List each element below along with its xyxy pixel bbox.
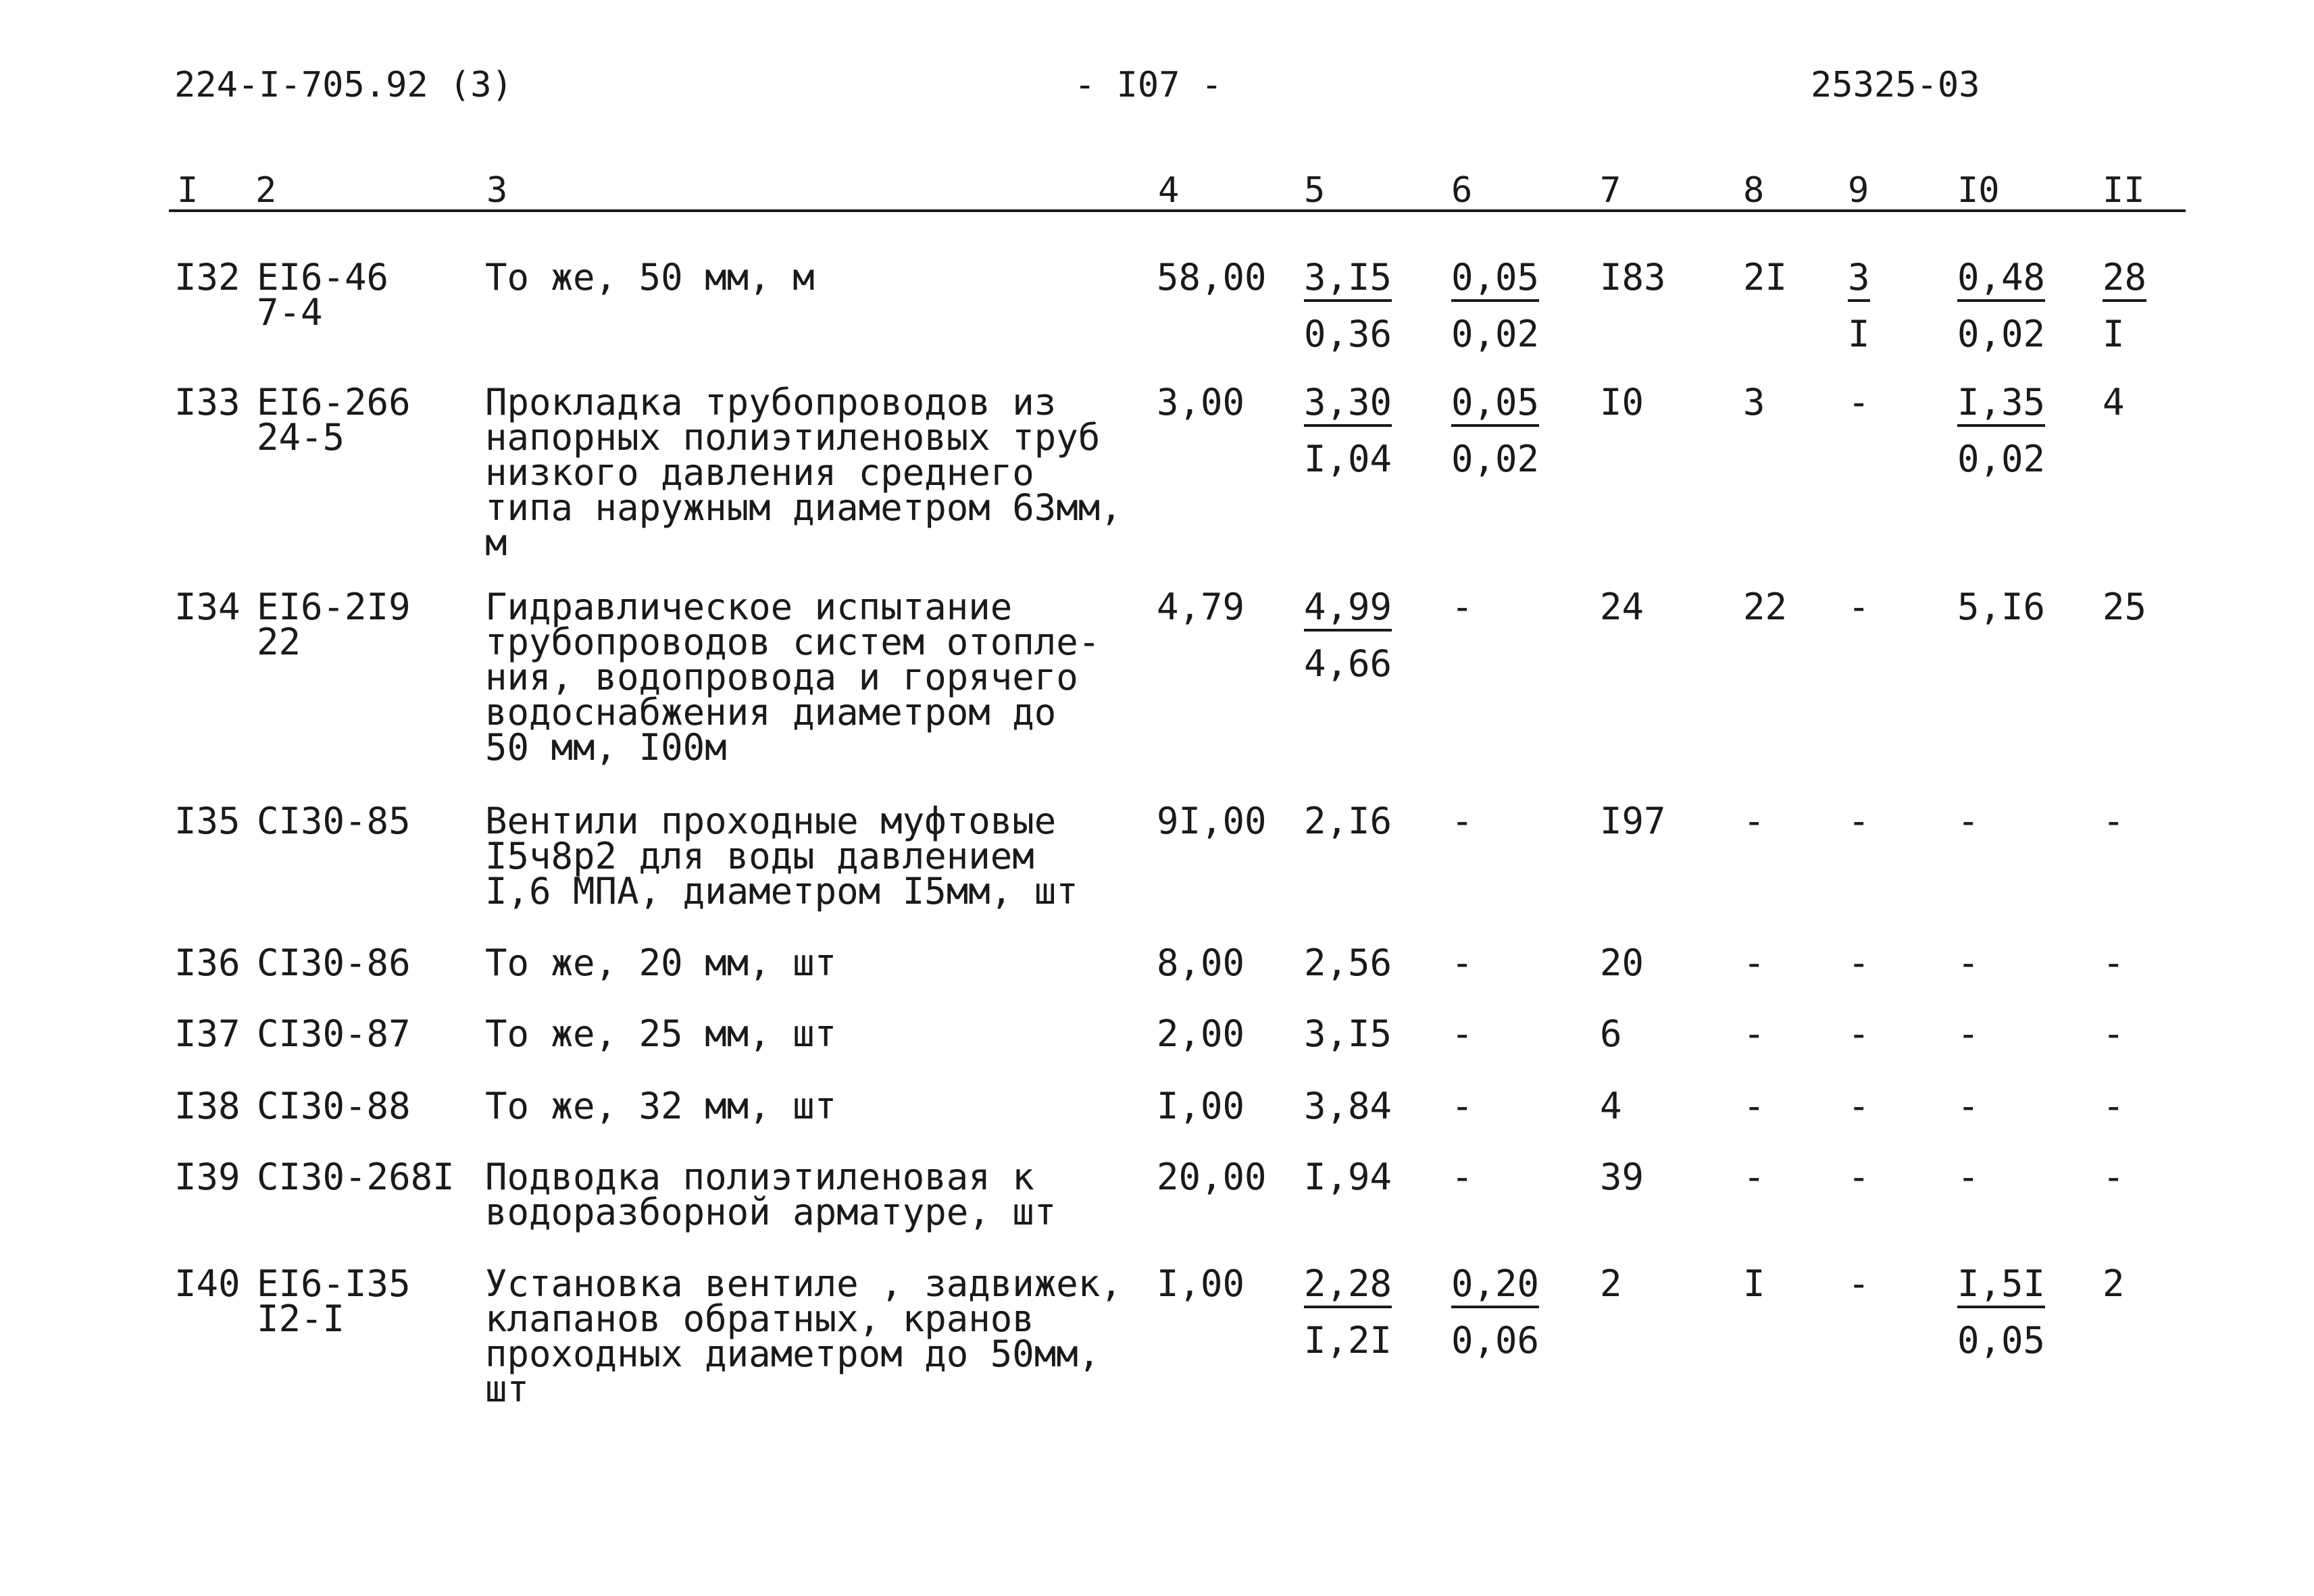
- labor-hours-total: 2: [2103, 1262, 2125, 1305]
- work-description: Подводка полиэтиленовая к водоразборной арматуре, шт: [485, 1156, 1057, 1233]
- machine-cost-fraction: [1451, 1262, 1540, 1362]
- column-header: I: [177, 170, 199, 211]
- unit-cost-denominator: I,2I: [1304, 1319, 1392, 1362]
- work-description: То же, 25 мм, шт: [485, 1012, 837, 1055]
- labor-cost: 22: [1743, 586, 1788, 628]
- work-description: Гидравлическое испытание трубопроводов систем отопле- ния, водопровода и горячего водоснабжения диаметром до 50 мм, I00м: [485, 586, 1101, 769]
- machine-cost-denominator: 0,02: [1451, 313, 1540, 355]
- work-description: Вентили проходные муфтовые I5ч8р2 для воды давлением I,6 МПА, диаметром I5мм, шт: [485, 800, 1078, 912]
- page-number: - I07 -: [1074, 65, 1223, 105]
- labor-hours-total: -: [2103, 942, 2125, 984]
- labor-hours-unit-denominator: 0,05: [1957, 1319, 2046, 1362]
- rate-code: CI30-88: [257, 1085, 411, 1127]
- machine-total: -: [1848, 1085, 1870, 1127]
- machine-total: -: [1848, 1012, 1870, 1055]
- labor-hours-total-denominator: I: [2103, 313, 2125, 355]
- machine-cost-numerator: 0,05: [1451, 385, 1539, 427]
- labor-hours-total: -: [2103, 1085, 2125, 1127]
- unit-cost-numerator: 2,28: [1304, 1266, 1392, 1308]
- column-header: 9: [1848, 170, 1869, 211]
- work-description: То же, 32 мм, шт: [485, 1085, 837, 1127]
- machine-total: -: [1848, 381, 1870, 423]
- rate-code: CI30-85: [257, 800, 411, 842]
- total-cost: 39: [1600, 1156, 1644, 1198]
- unit-cost: 3,I5: [1304, 1012, 1392, 1055]
- total-cost: 6: [1600, 1012, 1622, 1055]
- machine-cost: -: [1451, 942, 1474, 984]
- unit-cost: 2,I6: [1304, 800, 1392, 842]
- unit-cost-fraction: [1304, 256, 1392, 355]
- row-number: I34: [174, 586, 241, 628]
- machine-cost: -: [1451, 1085, 1474, 1127]
- machine-total: -: [1848, 800, 1870, 842]
- labor-hours-unit: 5,I6: [1957, 586, 2046, 628]
- unit-cost-fraction: [1304, 381, 1392, 480]
- machine-cost-numerator: 0,20: [1451, 1266, 1539, 1308]
- machine-total: -: [1848, 1156, 1870, 1198]
- labor-hours-total: -: [2103, 1156, 2125, 1198]
- row-number: I38: [174, 1085, 241, 1127]
- labor-cost: -: [1743, 800, 1765, 842]
- work-description: Прокладка трубопроводов из напорных полиэтиленовых труб низкого давления среднего типа наружным диаметром 63мм, м: [485, 381, 1122, 564]
- column-header: 7: [1600, 170, 1621, 211]
- labor-hours-unit-fraction: [1957, 256, 2046, 355]
- labor-cost: 2I: [1743, 256, 1788, 299]
- quantity: 20,00: [1157, 1156, 1267, 1198]
- unit-cost-denominator: I,04: [1304, 438, 1392, 480]
- machine-cost: -: [1451, 1012, 1474, 1055]
- document-code: 224-I-705.92 (3): [174, 65, 513, 105]
- rate-code: EI6-2I9 22: [257, 586, 411, 663]
- machine-cost: -: [1451, 1156, 1474, 1198]
- total-cost: 2: [1600, 1262, 1622, 1305]
- row-number: I40: [174, 1262, 241, 1305]
- rate-code: CI30-268I: [257, 1156, 455, 1198]
- row-number: I32: [174, 256, 241, 299]
- labor-hours-unit-numerator: 0,48: [1957, 260, 2045, 302]
- row-number: I33: [174, 381, 241, 423]
- quantity: 8,00: [1157, 942, 1245, 984]
- labor-hours-total: 25: [2103, 586, 2147, 628]
- total-cost: 4: [1600, 1085, 1622, 1127]
- quantity: 58,00: [1157, 256, 1267, 299]
- machine-cost-fraction: [1451, 381, 1540, 480]
- machine-cost-denominator: 0,02: [1451, 438, 1540, 480]
- column-header: 2: [255, 170, 277, 211]
- labor-cost: 3: [1743, 381, 1765, 423]
- rate-code: EI6-46 7-4: [257, 256, 389, 334]
- machine-total: -: [1848, 1262, 1870, 1305]
- total-cost: 24: [1600, 586, 1644, 628]
- labor-hours-unit-denominator: 0,02: [1957, 438, 2046, 480]
- labor-hours-unit: -: [1957, 1012, 1980, 1055]
- column-header: I0: [1957, 170, 2000, 211]
- labor-hours-unit-fraction: [1957, 381, 2046, 480]
- total-cost: I83: [1600, 256, 1666, 299]
- row-number: I35: [174, 800, 241, 842]
- rate-code: CI30-87: [257, 1012, 411, 1055]
- labor-hours-unit-denominator: 0,02: [1957, 313, 2046, 355]
- labor-hours-total: 4: [2103, 381, 2125, 423]
- column-header: 3: [486, 170, 508, 211]
- work-description: То же, 20 мм, шт: [485, 942, 837, 984]
- work-description: Установка вентиле , задвижек, клапанов обратных, кранов проходных диаметром до 50мм, шт: [485, 1262, 1122, 1410]
- labor-hours-unit: -: [1957, 942, 1980, 984]
- machine-cost-numerator: 0,05: [1451, 260, 1539, 302]
- labor-cost: -: [1743, 942, 1765, 984]
- labor-cost: -: [1743, 1156, 1765, 1198]
- column-header: 4: [1158, 170, 1180, 211]
- labor-hours-total: -: [2103, 800, 2125, 842]
- machine-total-denominator: I: [1848, 313, 1870, 355]
- quantity: 2,00: [1157, 1012, 1245, 1055]
- column-header: II: [2103, 170, 2145, 211]
- labor-hours-total-fraction: [2103, 256, 2147, 355]
- unit-cost-denominator: 4,66: [1304, 642, 1392, 685]
- rate-code: EI6-266 24-5: [257, 381, 411, 459]
- work-description: То же, 50 мм, м: [485, 256, 815, 299]
- quantity: 3,00: [1157, 381, 1245, 423]
- labor-cost: -: [1743, 1085, 1765, 1127]
- total-cost: I97: [1600, 800, 1666, 842]
- machine-total-fraction: [1848, 256, 1870, 355]
- unit-cost-fraction: [1304, 1262, 1392, 1362]
- machine-total: -: [1848, 942, 1870, 984]
- album-code: 25325-03: [1811, 65, 1980, 105]
- total-cost: 20: [1600, 942, 1644, 984]
- unit-cost: 3,84: [1304, 1085, 1392, 1127]
- unit-cost-denominator: 0,36: [1304, 313, 1392, 355]
- rate-code: EI6-I35 I2-I: [257, 1262, 411, 1340]
- labor-hours-unit: -: [1957, 1156, 1980, 1198]
- quantity: I,00: [1157, 1262, 1245, 1305]
- quantity: 9I,00: [1157, 800, 1267, 842]
- machine-cost: -: [1451, 586, 1474, 628]
- machine-total: -: [1848, 586, 1870, 628]
- machine-cost: -: [1451, 800, 1474, 842]
- labor-cost: I: [1743, 1262, 1765, 1305]
- row-number: I37: [174, 1012, 241, 1055]
- labor-cost: -: [1743, 1012, 1765, 1055]
- labor-hours-total: -: [2103, 1012, 2125, 1055]
- machine-cost-fraction: [1451, 256, 1540, 355]
- column-header: 6: [1451, 170, 1473, 211]
- header-rule: [169, 209, 2186, 212]
- column-header: 5: [1304, 170, 1326, 211]
- total-cost: I0: [1600, 381, 1644, 423]
- unit-cost: 2,56: [1304, 942, 1392, 984]
- quantity: 4,79: [1157, 586, 1245, 628]
- labor-hours-unit-fraction: [1957, 1262, 2046, 1362]
- rate-code: CI30-86: [257, 942, 411, 984]
- labor-hours-unit: -: [1957, 800, 1980, 842]
- unit-cost-numerator: 3,30: [1304, 385, 1392, 427]
- row-number: I36: [174, 942, 241, 984]
- column-header: 8: [1743, 170, 1765, 211]
- quantity: I,00: [1157, 1085, 1245, 1127]
- machine-total-numerator: 3: [1848, 260, 1870, 302]
- labor-hours-unit: -: [1957, 1085, 1980, 1127]
- labor-hours-unit-numerator: I,35: [1957, 385, 2045, 427]
- machine-cost-denominator: 0,06: [1451, 1319, 1540, 1362]
- unit-cost-fraction: [1304, 586, 1392, 685]
- unit-cost-numerator: 4,99: [1304, 590, 1392, 632]
- row-number: I39: [174, 1156, 241, 1198]
- unit-cost-numerator: 3,I5: [1304, 260, 1392, 302]
- unit-cost: I,94: [1304, 1156, 1392, 1198]
- labor-hours-total-numerator: 28: [2103, 260, 2146, 302]
- labor-hours-unit-numerator: I,5I: [1957, 1266, 2045, 1308]
